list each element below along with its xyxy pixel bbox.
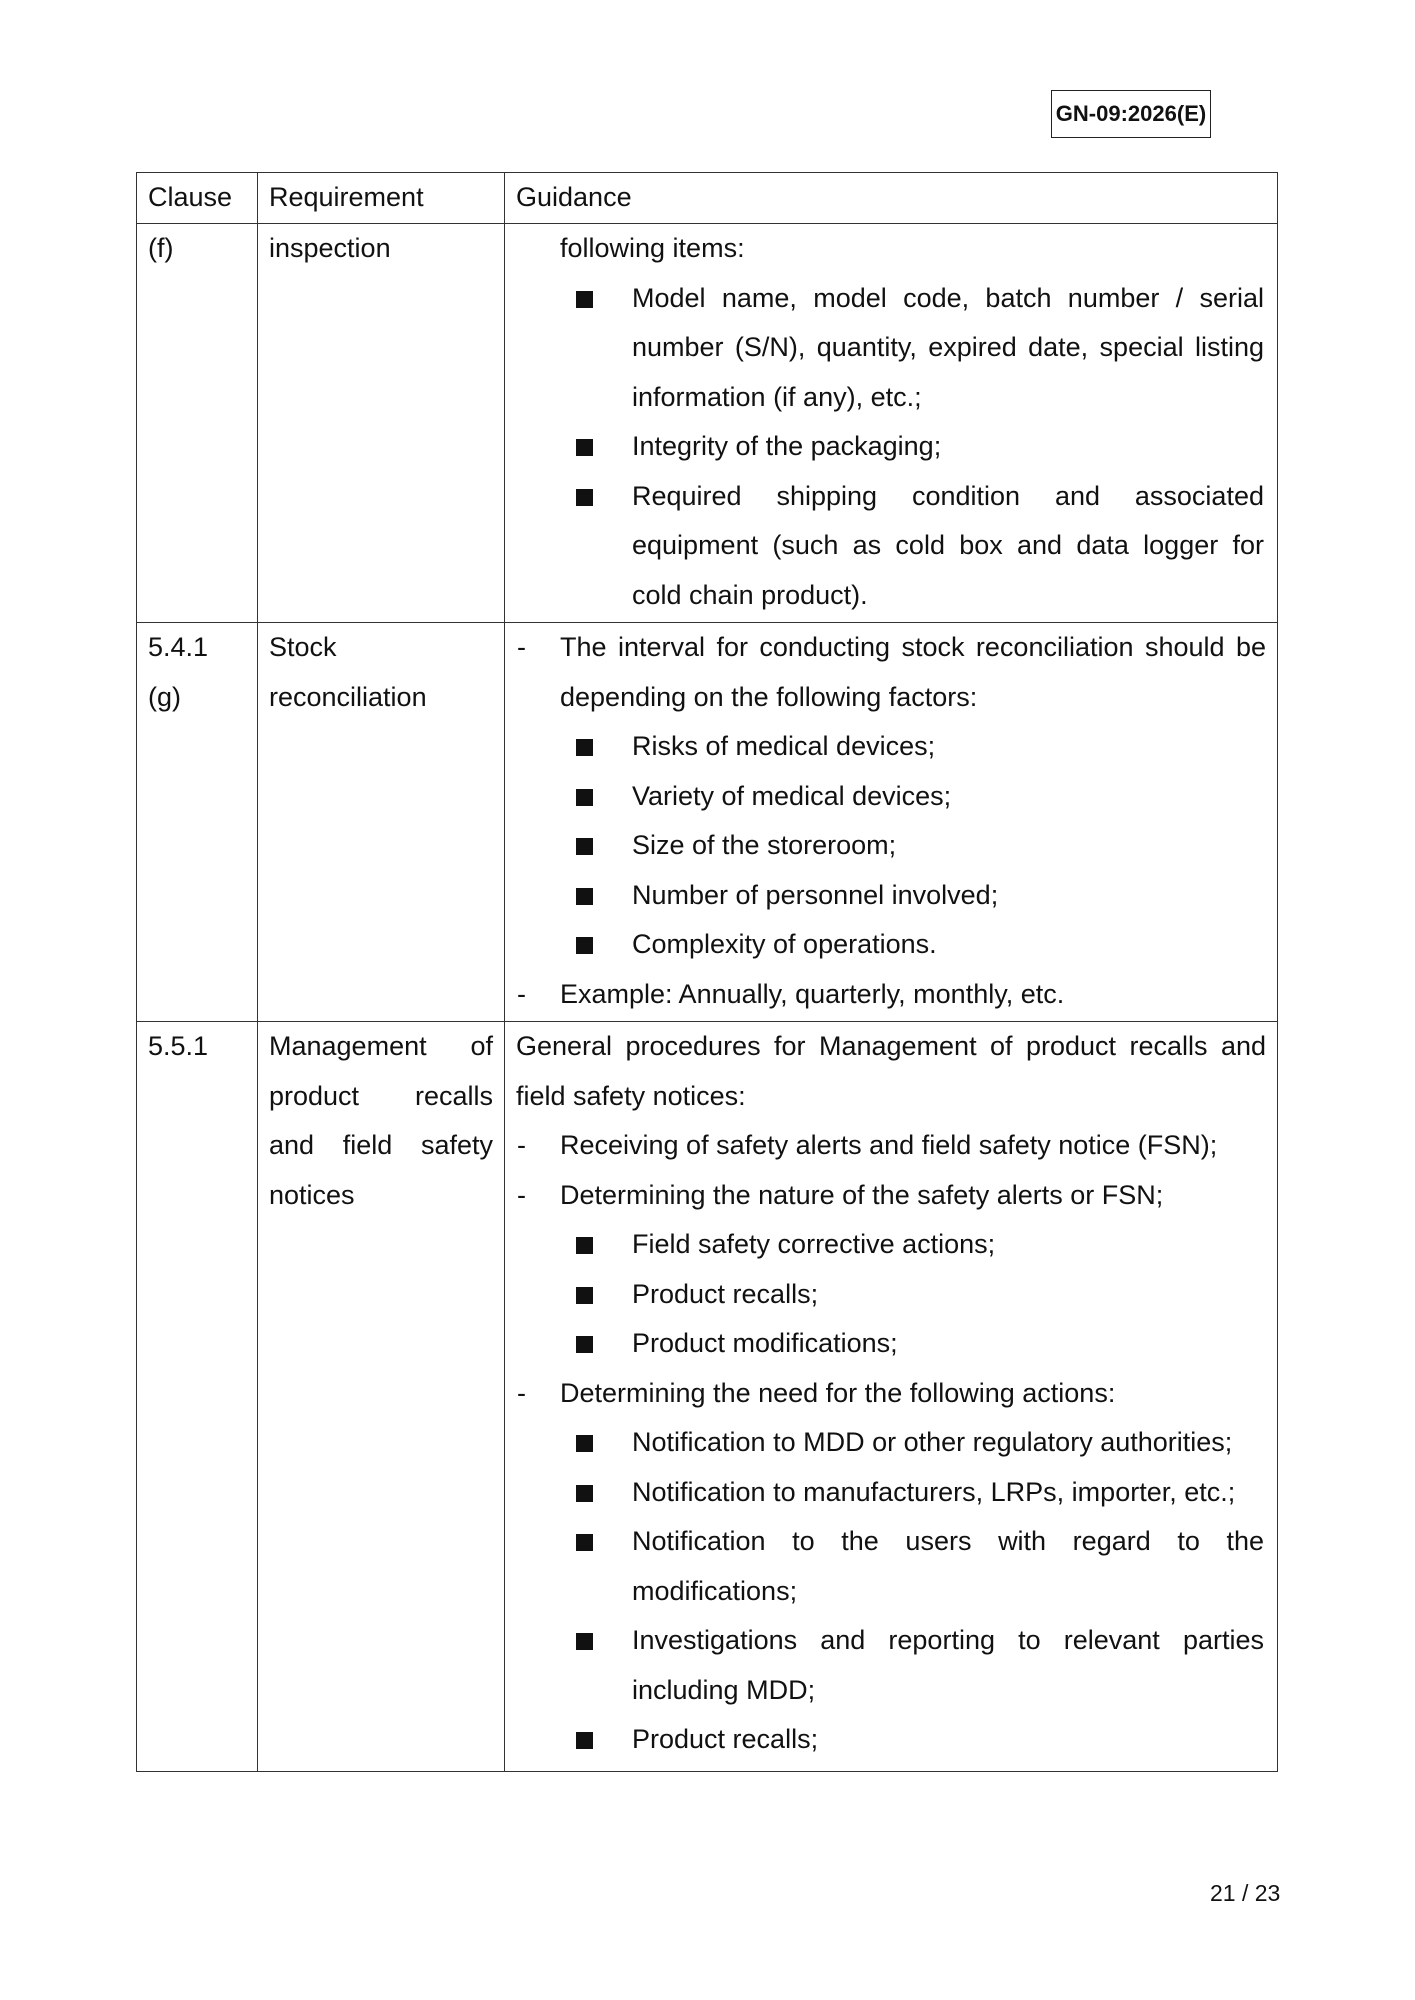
square-bullet-icon: [576, 937, 593, 954]
square-bullet-icon: [576, 739, 593, 756]
guidance-bullet: Variety of medical devices;: [516, 772, 1266, 822]
guidance-dash-item: - Example: Annually, quarterly, monthly, etc.: [516, 970, 1266, 1020]
header-requirement: Requirement: [258, 173, 505, 224]
square-bullet-icon: [576, 888, 593, 905]
table-header-row: [137, 173, 1278, 224]
square-bullet-icon: [576, 439, 593, 456]
guidance-dash-item: - The interval for conducting stock reconciliation should be depending on the following factors:: [516, 623, 1266, 722]
requirement-cell: [258, 1022, 505, 1772]
clause-text: 5.5.1: [148, 1031, 209, 1061]
guidance-table: [136, 172, 1278, 1772]
table-row: [137, 623, 1278, 1022]
table-row: [137, 224, 1278, 623]
guidance-bullet: Investigations and reporting to relevant parties including MDD;: [516, 1616, 1266, 1715]
guidance-cell: [505, 224, 1278, 623]
guidance-cell: [505, 1022, 1278, 1772]
requirement-text: Management of product recalls and field safety notices: [269, 1031, 493, 1210]
guidance-bullet: Risks of medical devices;: [516, 722, 1266, 772]
square-bullet-icon: [576, 1633, 593, 1650]
guidance-bullet: Notification to the users with regard to the modifications;: [516, 1517, 1266, 1616]
square-bullet-icon: [576, 1534, 593, 1551]
square-bullet-icon: [576, 489, 593, 506]
square-bullet-icon: [576, 789, 593, 806]
guidance-cell: [505, 623, 1278, 1022]
clause-text: (g): [148, 681, 181, 712]
guidance-dash-item: - Determining the nature of the safety alerts or FSN;: [516, 1171, 1266, 1221]
square-bullet-icon: [576, 1287, 593, 1304]
square-bullet-icon: [576, 1485, 593, 1502]
clause-cell: [137, 623, 258, 1022]
guidance-bullet: Integrity of the packaging;: [516, 422, 1266, 472]
clause-text: (f): [148, 233, 174, 263]
guidance-continuation: following items:: [560, 233, 745, 263]
guidance-bullet: Product modifications;: [516, 1319, 1266, 1369]
guidance-bullet: Product recalls;: [516, 1270, 1266, 1320]
square-bullet-icon: [576, 1336, 593, 1353]
square-bullet-icon: [576, 1435, 593, 1452]
requirement-text: reconciliation: [269, 681, 427, 712]
requirement-cell: [258, 224, 505, 623]
guidance-bullet: Required shipping condition and associated equipment (such as cold box and data logger for cold chain product).: [516, 472, 1266, 621]
guidance-intro: General procedures for Management of product recalls and field safety notices:: [516, 1031, 1266, 1111]
square-bullet-icon: [576, 291, 593, 308]
square-bullet-icon: [576, 838, 593, 855]
guidance-bullet: Field safety corrective actions;: [516, 1220, 1266, 1270]
guidance-bullet: Notification to manufacturers, LRPs, importer, etc.;: [516, 1468, 1266, 1518]
square-bullet-icon: [576, 1732, 593, 1749]
square-bullet-icon: [576, 1237, 593, 1254]
clause-cell: [137, 224, 258, 623]
requirement-cell: [258, 623, 505, 1022]
page-number: 21 / 23: [1210, 1880, 1281, 1906]
header-clause: Clause: [137, 173, 258, 224]
document-code-box: GN-09:2026(E): [1051, 90, 1211, 138]
requirement-text: Stock: [269, 632, 337, 662]
guidance-dash-item: - Receiving of safety alerts and field safety notice (FSN);: [516, 1121, 1266, 1171]
guidance-dash-item: - Determining the need for the following actions:: [516, 1369, 1266, 1419]
guidance-bullet: Notification to MDD or other regulatory authorities;: [516, 1418, 1266, 1468]
requirement-text: inspection: [269, 233, 391, 263]
header-guidance: Guidance: [505, 173, 1278, 224]
table-row: [137, 1022, 1278, 1772]
clause-text: 5.4.1: [148, 632, 209, 662]
guidance-bullet: Size of the storeroom;: [516, 821, 1266, 871]
guidance-bullet: Product recalls;: [516, 1715, 1266, 1765]
guidance-bullet: Complexity of operations.: [516, 920, 1266, 970]
guidance-bullet: Number of personnel involved;: [516, 871, 1266, 921]
guidance-bullet: Model name, model code, batch number / serial number (S/N), quantity, expired date, special listing information (if any), etc.;: [516, 274, 1266, 423]
clause-cell: [137, 1022, 258, 1772]
